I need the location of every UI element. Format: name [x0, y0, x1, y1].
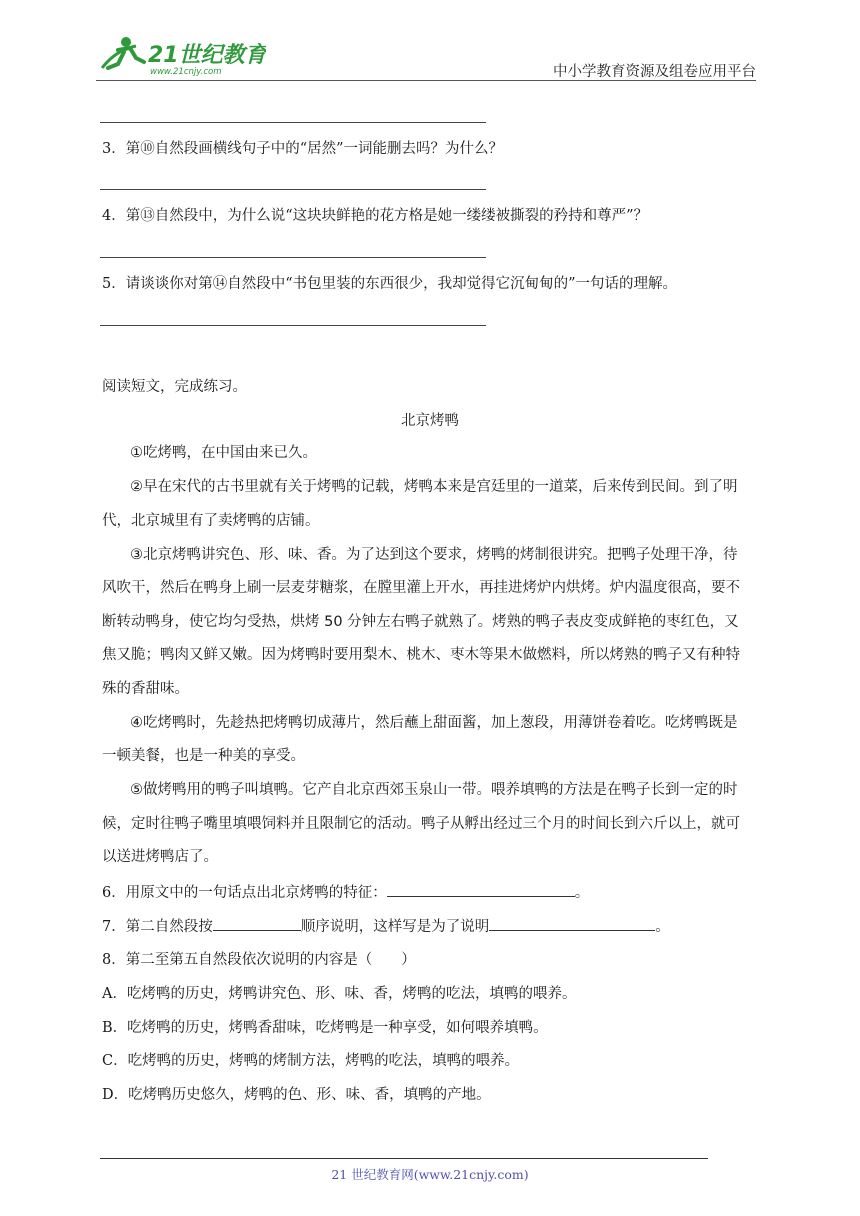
option-d[interactable]: D．吃烤鸭历史悠久，烤鸭的色、形、味、香，填鸭的产地。: [102, 1087, 491, 1103]
paragraph-3-line-4: 焦又脆；鸭肉又鲜又嫩。因为烤鸭时要用梨木、桃木、枣木等果木做燃料，所以烤熟的鸭子又有种特: [102, 647, 740, 663]
question-3: 3．第⑩自然段画横线句子中的“居然”一词能删去吗？为什么？: [102, 141, 504, 157]
site-logo: [96, 32, 266, 78]
answer-line: [100, 257, 486, 258]
passage-title: 北京烤鸭: [401, 413, 459, 429]
header-platform-text: 中小学教育资源及组卷应用平台: [553, 64, 756, 80]
paragraph-5-line-2: 候，定时往鸭子嘴里填喂饲料并且限制它的活动。鸭子从孵出经过三个月的时间长到六斤以上，就可: [102, 816, 740, 832]
question-7-part-1: 7．第二自然段按: [102, 919, 213, 935]
question-5: 5．请谈谈你对第⑭自然段中“书包里装的东西很少，我却觉得它沉甸甸的”一句话的理解。: [102, 276, 678, 292]
paragraph-4-line-1: ④吃烤鸭时，先趁热把烤鸭切成薄片，然后蘸上甜面酱，加上葱段，用薄饼卷着吃。吃烤鸭既是: [130, 715, 738, 731]
paragraph-5-line-1: ⑤做烤鸭用的鸭子叫填鸭。它产自北京西郊玉泉山一带。喂养填鸭的方法是在鸭子长到一定的时: [130, 782, 738, 798]
question-4: 4．第⑬自然段中，为什么说“这块块鲜艳的花方格是她一缕缕被撕裂的矜持和尊严”？: [102, 208, 649, 224]
answer-blank[interactable]: [489, 916, 655, 931]
paragraph-3-line-3: 断转动鸭身，使它均匀受热，烘烤 50 分钟左右鸭子就熟了。烤熟的鸭子表皮变成鲜艳的枣红色，又: [102, 614, 739, 630]
logo-url: www.21cnjy.com: [150, 67, 222, 77]
reading-instruction: 阅读短文，完成练习。: [102, 379, 247, 395]
answer-line: [100, 122, 486, 123]
logo-runner-icon: [96, 32, 266, 78]
question-7: [102, 916, 670, 937]
paragraph-1: ①吃烤鸭，在中国由来已久。: [130, 445, 317, 461]
paragraph-3-line-2: 风吹干，然后在鸭身上刷一层麦芽糖浆，在膛里灌上开水，再挂进烤炉内烘烤。炉内温度很高，要不: [102, 580, 740, 596]
option-c[interactable]: C．吃烤鸭的历史，烤鸭的烤制方法，烤鸭的吃法，填鸭的喂养。: [102, 1053, 520, 1069]
option-a[interactable]: A．吃烤鸭的历史，烤鸭讲究色、形、味、香，烤鸭的吃法，填鸭的喂养。: [102, 986, 577, 1002]
answer-blank[interactable]: [387, 882, 575, 897]
paragraph-3-line-1: ③北京烤鸭讲究色、形、味、香。为了达到这个要求，烤鸭的烤制很讲究。把鸭子处理干净，待: [130, 547, 738, 563]
question-6-text: 6．用原文中的一句话点出北京烤鸭的特征：: [102, 885, 387, 901]
question-8: 8．第二至第五自然段依次说明的内容是（ ）: [102, 952, 416, 968]
paragraph-5-line-3: 以送进烤鸭店了。: [102, 849, 218, 865]
question-7-end: 。: [655, 919, 670, 935]
answer-blank[interactable]: [213, 916, 301, 931]
paragraph-3-line-5: 殊的香甜味。: [102, 681, 189, 697]
logo-text: 21世纪教育: [148, 43, 266, 68]
paragraph-2-line-1: ②早在宋代的古书里就有关于烤鸭的记载，烤鸭本来是宫廷里的一道菜，后来传到民间。到了明: [130, 479, 738, 495]
footer-link[interactable]: 21 世纪教育网(www.21cnjy.com): [331, 1167, 529, 1182]
paragraph-2-line-2: 代，北京城里有了卖烤鸭的店铺。: [102, 513, 320, 529]
header-divider: [96, 80, 756, 81]
question-7-part-2: 顺序说明，这样写是为了说明: [300, 919, 490, 935]
option-b[interactable]: B．吃烤鸭的历史，烤鸭香甜味，吃烤鸭是一种享受，如何喂养填鸭。: [102, 1020, 548, 1036]
footer-divider: [100, 1158, 708, 1159]
answer-line: [100, 325, 486, 326]
answer-line: [100, 189, 486, 190]
question-6: [102, 882, 589, 903]
paragraph-4-line-2: 一顿美餐，也是一种美的享受。: [102, 748, 305, 764]
question-6-end: 。: [574, 885, 590, 901]
